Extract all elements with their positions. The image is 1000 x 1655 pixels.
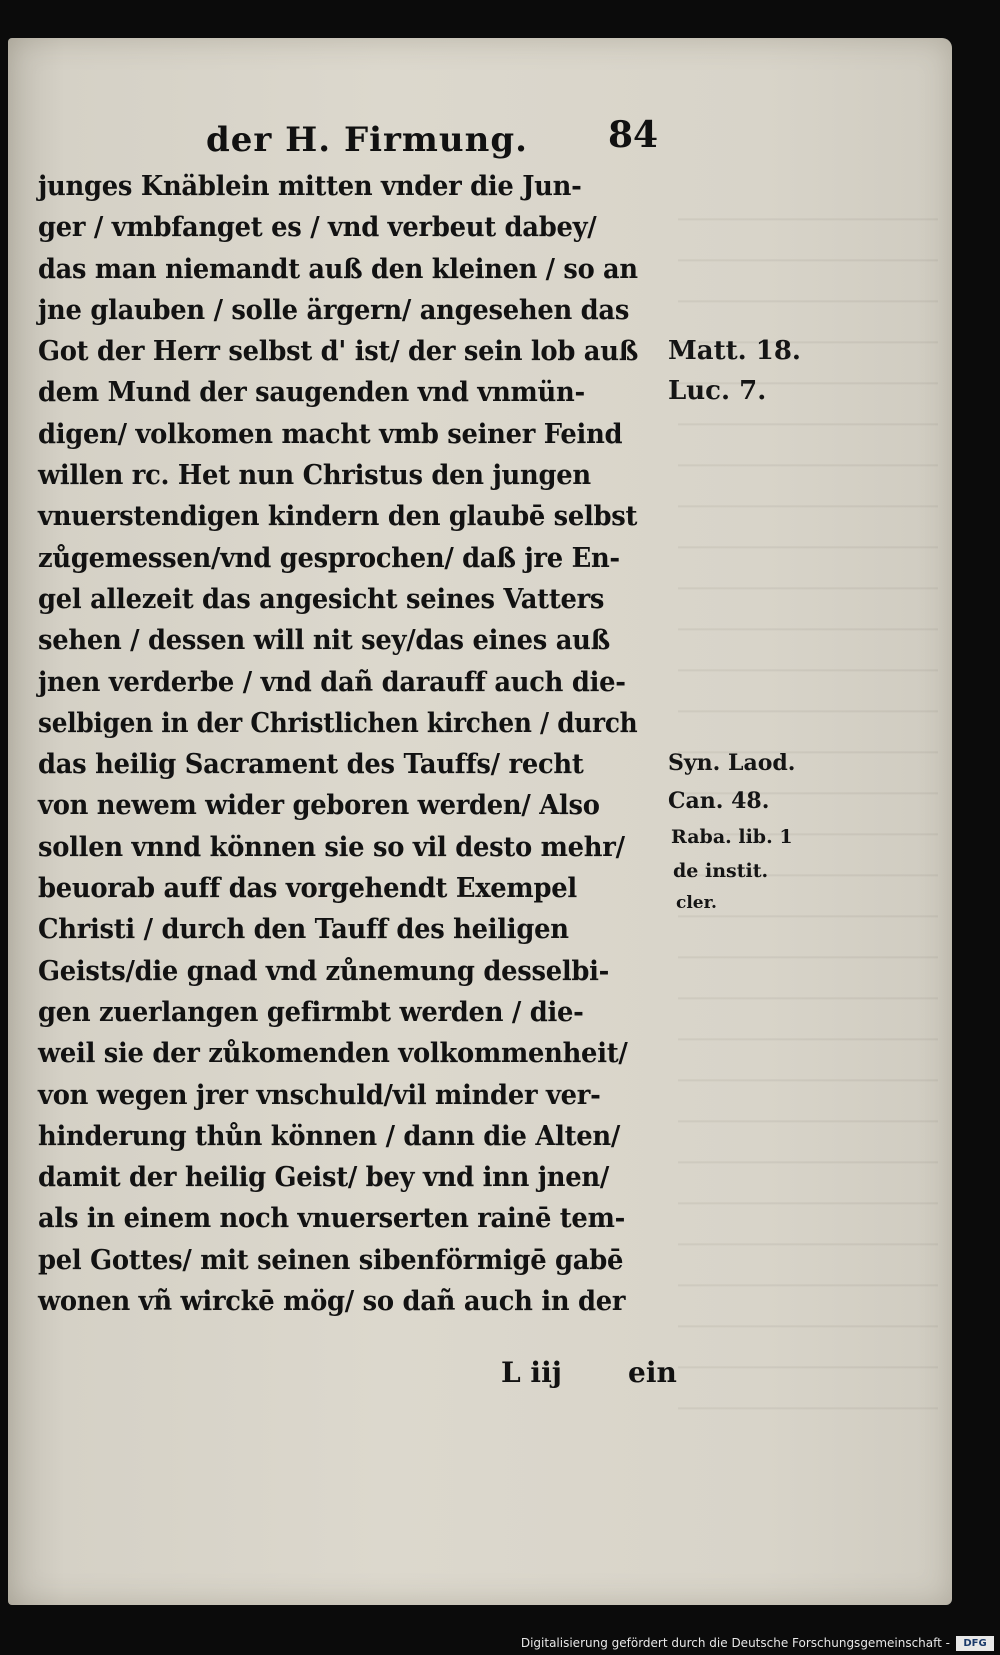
text-line: Geists/die gnad vnd zůnemung desselbi-	[38, 954, 610, 987]
digitization-footer	[0, 1633, 1000, 1655]
margin-note-raba: Raba. lib. 1	[671, 826, 793, 848]
margin-note-matt: Matt. 18.	[668, 336, 801, 366]
catchword: ein	[628, 1356, 677, 1389]
text-line: sollen vnnd können sie so vil desto mehr/	[38, 830, 625, 863]
text-line: wonen vñ wirckē mög/ so dañ auch in der	[38, 1285, 626, 1318]
page-footer	[8, 1356, 952, 1396]
text-line: ger / vmbfanget es / vnd verbeut dabey/	[38, 211, 597, 244]
text-line: Christi / durch den Tauff des heiligen	[38, 913, 569, 946]
text-line: damit der heilig Geist/ bey vnd inn jnen/	[38, 1161, 610, 1194]
text-line: das heilig Sacrament des Tauffs/ recht	[38, 748, 584, 781]
margin-note-can: Can. 48.	[668, 788, 770, 814]
body-text	[38, 166, 678, 1322]
text-line: digen/ volkomen macht vmb seiner Feind	[38, 417, 623, 450]
signature-mark: L iij	[501, 1356, 562, 1389]
text-line: sehen / dessen will nit sey/das eines auß	[38, 624, 610, 657]
margin-note-syn: Syn. Laod.	[668, 750, 796, 776]
text-line: Got der Herr selbst d' ist/ der sein lob auß	[38, 335, 639, 368]
book-page	[8, 38, 952, 1605]
text-line: hinderung thůn können / dann die Alten/	[38, 1119, 620, 1152]
text-line: als in einem noch vnuerserten rainē tem-	[38, 1202, 626, 1235]
margin-note-de-instit: de instit.	[673, 860, 769, 882]
text-line: das man niemandt auß den kleinen / so an	[38, 252, 638, 285]
text-line: selbigen in der Christlichen kirchen / durch	[38, 706, 638, 739]
text-line: gen zuerlangen gefirmbt werden / die-	[38, 995, 584, 1028]
dfg-logo: DFG	[956, 1636, 994, 1651]
text-line: von newem wider geboren werden/ Also	[38, 789, 600, 822]
text-line: vnuerstendigen kindern den glaubē selbst	[38, 500, 638, 533]
text-line: junges Knäblein mitten vnder die Jun-	[38, 170, 582, 202]
text-line: von wegen jrer vnschuld/vil minder ver-	[38, 1078, 601, 1111]
text-line: zůgemessen/vnd gesprochen/ daß jre En-	[38, 541, 620, 574]
dfg-credit-text: Digitalisierung gefördert durch die Deutsche Forschungsgemeinschaft -	[520, 1636, 950, 1650]
margin-note-cler: cler.	[676, 893, 717, 913]
text-line: gel allezeit das angesicht seines Vatters	[38, 582, 605, 615]
text-line: beuorab auff das vorgehendt Exempel	[38, 872, 577, 905]
page-header	[8, 110, 952, 170]
text-line: weil sie der zůkomenden volkommenheit/	[38, 1037, 628, 1070]
text-line: pel Gottes/ mit seinen sibenförmigē gabē	[38, 1243, 624, 1276]
page-number: 84	[608, 114, 659, 156]
text-line: jne glauben / solle ärgern/ angesehen das	[38, 293, 630, 326]
text-line: dem Mund der saugenden vnd vnmün-	[38, 376, 585, 409]
running-head: der H. Firmung.	[206, 120, 528, 160]
margin-note-luc: Luc. 7.	[668, 376, 767, 406]
text-line: jnen verderbe / vnd dañ darauff auch die-	[38, 665, 626, 698]
text-line: willen rc. Het nun Christus den jungen	[38, 459, 591, 492]
